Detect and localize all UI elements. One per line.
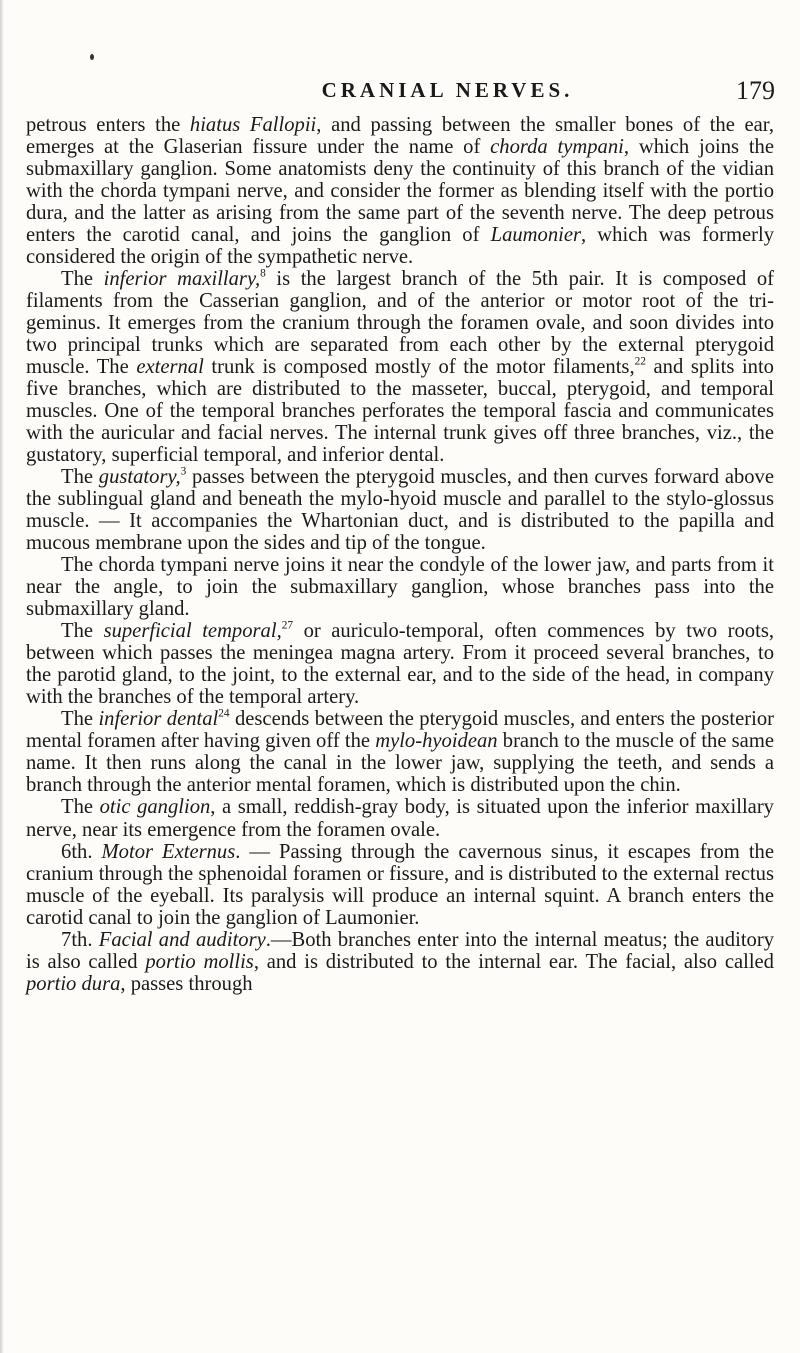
term-motor-externus: Motor Externus (101, 840, 236, 863)
paragraph-gustatory (26, 466, 774, 554)
text-run: , (175, 466, 181, 489)
term-inferior-maxillary: inferior maxillary (103, 268, 255, 291)
term-external: external (136, 356, 204, 379)
footnote-ref: 8 (260, 267, 266, 280)
text-run: The (61, 466, 99, 489)
text-run: The (61, 796, 100, 819)
paragraph-vidian-continuation (26, 114, 774, 268)
text-run: , passes through (120, 972, 253, 995)
text-run: , and is distributed to the internal ear. The facial, also called (253, 950, 774, 973)
footnote-ref: 22 (634, 355, 646, 368)
paragraph-chorda-tympani (26, 554, 774, 620)
ink-speck (90, 54, 94, 60)
footnote-ref: 3 (180, 465, 187, 478)
page-gutter-shadow (0, 0, 4, 1353)
text-run: 7th. (61, 928, 99, 951)
term-inferior-dental: inferior dental (98, 708, 219, 731)
text-run: .—Both branches enter into the internal meatus; the auditory is also called (26, 928, 774, 973)
paragraph-motor-externus (26, 841, 774, 929)
term-portio-mollis: portio mollis (145, 950, 254, 973)
term-laumonier: Laumonier (490, 224, 581, 247)
text-run: , which joins the submaxillary ganglion. Some anatomists deny the continuity of this branch of the vidian with the chorda tympani nerve, and consider the former as blending itself with the portio dura, and the latter as arising from the same part of the seventh nerve. The deep petrous enters the carotid canal, and joins the ganglion of (26, 136, 774, 247)
paragraph-otic-ganglion (26, 796, 774, 840)
term-hiatus-fallopii: hiatus Fallopii (189, 114, 317, 136)
term-otic-ganglion: otic ganglion (99, 796, 211, 819)
text-run: The (61, 708, 99, 731)
text-run: trunk is composed mostly of the motor filaments, (203, 356, 635, 379)
text-run: The (61, 268, 104, 291)
paragraph-facial-auditory (26, 929, 774, 995)
term-gustatory: gustatory (98, 466, 176, 489)
term-portio-dura: portio dura (26, 972, 121, 995)
footnote-ref: 27 (281, 619, 294, 632)
term-chorda-tympani: chorda tympani (490, 136, 624, 159)
text-run: is the largest branch of the 5th pair. It is composed of filaments from the Casserian ganglion, and of the anterior or motor root of the tri-geminus. It emerges from the cranium through the foramen ovale, and soon divides into two principal trunks which are separated from each other by the external pterygoid muscle. The (26, 268, 774, 379)
text-run: branch to the muscle of the same name. It then runs along the canal in the lower jaw, supplying the teeth, and sends a branch through the anterior mental foramen, which is distributed upon the chin. (26, 730, 774, 797)
page-number: 179 (736, 76, 775, 105)
paragraph-superficial-temporal (26, 620, 774, 708)
text-run: , (276, 620, 282, 643)
text-run: The chorda tympani nerve joins it near the condyle of the lower jaw, and parts from it near the angle, to join the submaxillary ganglion, whose branches pass into the submaxillary gland. (26, 554, 774, 621)
page-header (95, 76, 800, 112)
term-facial-auditory: Facial and auditory (98, 928, 266, 951)
text-run: , (254, 268, 261, 291)
text-run: . — Passing through the cavernous sinus, it escapes from the cranium through the sphenoidal foramen or fissure, and is distributed to the external rectus muscle of the eyeball. Its paralysis will produce an internal squint. A branch enters the carotid canal to join the ganglion of Laumonier. (26, 840, 774, 929)
text-run: , a small, reddish-gray body, is situated upon the inferior maxillary nerve, near its emergence from the foramen ovale. (26, 796, 774, 841)
paragraph-inferior-maxillary (26, 268, 774, 466)
text-run: 6th. (61, 840, 102, 863)
text-run: , and passing between the smaller bones of the ear, emerges at the Glaserian fissure under the name of (26, 114, 774, 159)
running-head: CRANIAL NERVES. (321, 78, 574, 102)
footnote-ref: 24 (218, 707, 230, 720)
term-mylo-hyoidean: mylo-hyoidean (375, 730, 498, 753)
paragraph-inferior-dental (26, 708, 774, 796)
text-run: or auriculo-temporal, often commences by two roots, between which passes the meningea magna artery. From it proceed several branches, to the parotid gland, to the joint, to the external ear, and to the side of the head, in company with the branches of the temporal artery. (26, 620, 774, 709)
text-run: petrous enters the (26, 114, 190, 136)
text-run: and splits into five branches, which are distributed to the masseter, buccal, pterygoid, and temporal muscles. One of the temporal branches perforates the temporal fascia and communicates with the auricular and facial nerves. The internal trunk gives off three branches, viz., the gustatory, superficial temporal, and inferior dental. (26, 356, 774, 467)
text-run: passes between the pterygoid muscles, and then curves forward above the sublingual gland and beneath the mylo-hyoid muscle and parallel to the stylo-glossus muscle. — It accompanies the Whartonian duct, and is distributed to the papilla and mucous membrane upon the sides and tip of the tongue. (26, 466, 774, 555)
text-run: descends between the pterygoid muscles, and enters the posterior mental foramen after having given off the (26, 708, 774, 753)
term-superficial-temporal: superficial temporal (103, 620, 277, 643)
text-run: , which was formerly considered the origin of the sympathetic nerve. (26, 224, 774, 269)
text-run: The (61, 620, 104, 643)
text-body (26, 114, 774, 995)
